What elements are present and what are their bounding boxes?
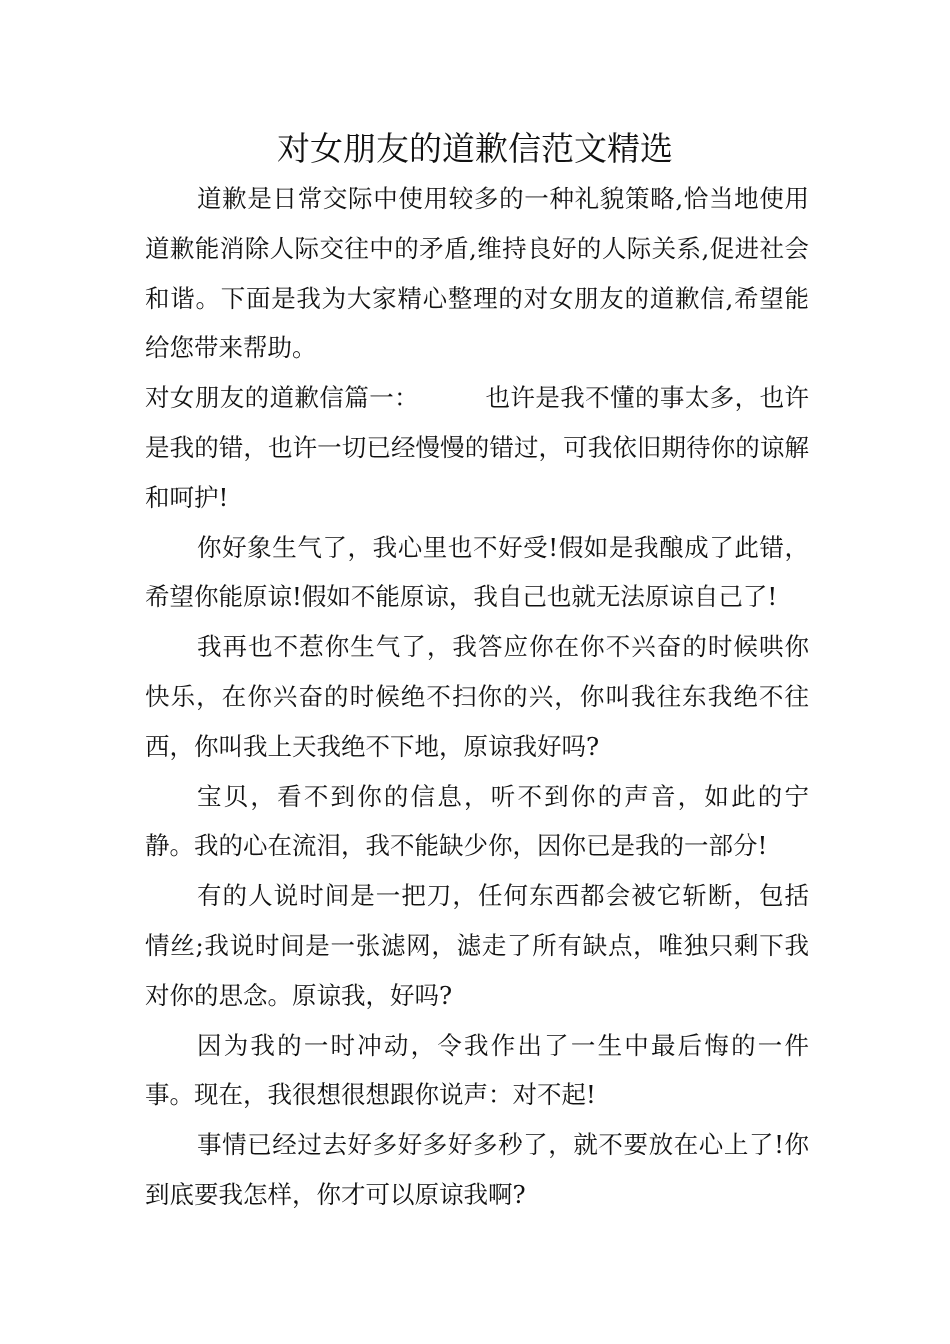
body-paragraph-4: 有的人说时间是一把刀，任何东西都会被它斩断，包括情丝;我说时间是一张滤网，滤走了所有缺点，唯独只剩下我对你的思念。原谅我，好吗?	[145, 881, 809, 1010]
body-paragraph-2: 我再也不惹你生气了，我答应你在你不兴奋的时候哄你快乐，在你兴奋的时候绝不扫你的兴，你叫我往东我绝不往西，你叫我上天我绝不下地，原谅我好吗?	[145, 632, 809, 761]
body-paragraph-3: 宝贝，看不到你的信息，听不到你的声音，如此的宁静。我的心在流泪，我不能缺少你，因你已是我的一部分!	[145, 781, 809, 861]
body-paragraph-6: 事情已经过去好多好多好多秒了，就不要放在心上了!你到底要我怎样，你才可以原谅我啊?	[145, 1130, 809, 1209]
document-body	[145, 174, 809, 1220]
section-paragraph	[145, 373, 809, 522]
section-first-text: 也许是我不懂的事太多，也许是我的错，也许一切已经慢慢的错过，可我依旧期待你的谅解和呵护!	[145, 383, 810, 512]
body-paragraph-5: 因为我的一时冲动，令我作出了一生中最后悔的一件事。现在，我很想很想跟你说声：对不起!	[145, 1030, 809, 1110]
body-paragraph-1: 你好象生气了，我心里也不好受!假如是我酿成了此错，希望你能原谅!假如不能原谅，我自己也就无法原谅自己了!	[145, 532, 809, 612]
intro-paragraph: 道歉是日常交际中使用较多的一种礼貌策略,恰当地使用道歉能消除人际交往中的矛盾,维持良好的人际关系,促进社会和谐。下面是我为大家精心整理的对女朋友的道歉信,希望能给您带来帮助。	[145, 184, 809, 363]
section-heading: 对女朋友的道歉信篇一：	[145, 383, 420, 413]
document-title: 对女朋友的道歉信范文精选	[277, 129, 673, 168]
